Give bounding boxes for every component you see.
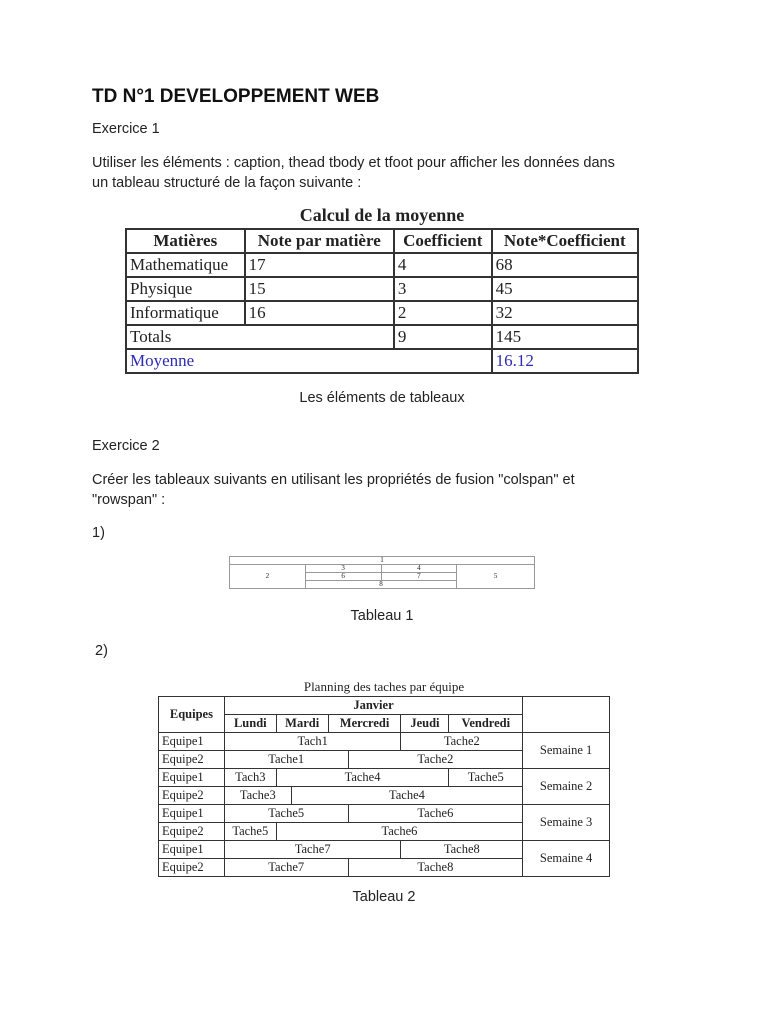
cell-note: 17 <box>245 253 394 277</box>
cell-task: Tach3 <box>224 769 276 787</box>
cell-equipe: Equipe2 <box>159 787 225 805</box>
moyenne-table-caption: Calcul de la moyenne <box>299 205 465 225</box>
cell-task: Tache4 <box>276 769 449 787</box>
cell-semaine: Semaine 4 <box>523 841 610 877</box>
table-header-row <box>126 229 638 253</box>
table-row <box>159 805 610 823</box>
header-mercredi: Mercredi <box>328 715 401 733</box>
cell-task: Tache6 <box>276 823 522 841</box>
cell-produit: 45 <box>492 277 638 301</box>
figure-caption-tableau2: Tableau 2 <box>352 889 416 905</box>
cell-coef: 4 <box>394 253 492 277</box>
cell-equipe: Equipe2 <box>159 859 225 877</box>
cell-note: 16 <box>245 301 394 325</box>
exercice1-instruction-line1: Utiliser les éléments : caption, thead tbody et tfoot pour afficher les données dans <box>92 155 615 171</box>
totals-value: 145 <box>492 325 638 349</box>
cell-task: Tache4 <box>291 787 522 805</box>
totals-label: Totals <box>126 325 394 349</box>
cell-task: Tache6 <box>348 805 523 823</box>
item-2-label: 2) <box>95 643 108 659</box>
table-row <box>126 301 638 325</box>
item-1-label: 1) <box>92 525 105 541</box>
cell-matiere: Mathematique <box>126 253 245 277</box>
cell-equipe: Equipe1 <box>159 769 225 787</box>
header-note: Note par matière <box>245 229 394 253</box>
cell-task: Tache2 <box>348 751 523 769</box>
header-matieres: Matières <box>126 229 245 253</box>
tableau1-cell-7: 7 <box>381 573 457 581</box>
cell-produit: 68 <box>492 253 638 277</box>
tableau2-planning <box>158 696 610 877</box>
tableau1-cell-6: 6 <box>305 573 381 581</box>
cell-task: Tache7 <box>224 841 401 859</box>
tableau1-cell-5: 5 <box>457 565 535 589</box>
table-row <box>126 253 638 277</box>
header-note-coefficient: Note*Coefficient <box>492 229 638 253</box>
cell-task: Tach1 <box>224 733 401 751</box>
cell-coef: 2 <box>394 301 492 325</box>
tableau1-cell-8: 8 <box>305 581 457 589</box>
exercice1-instruction-line2: un tableau structuré de la façon suivante : <box>92 175 362 191</box>
cell-task: Tache3 <box>224 787 291 805</box>
header-vendredi: Vendredi <box>449 715 523 733</box>
totals-row <box>126 325 638 349</box>
cell-semaine: Semaine 3 <box>523 805 610 841</box>
cell-task: Tache5 <box>224 823 276 841</box>
tableau1 <box>229 556 535 589</box>
tableau1-cell-2: 2 <box>230 565 306 589</box>
header-coefficient: Coefficient <box>394 229 492 253</box>
cell-matiere: Physique <box>126 277 245 301</box>
cell-task: Tache7 <box>224 859 348 877</box>
header-mardi: Mardi <box>276 715 328 733</box>
planning-table-caption: Planning des taches par équipe <box>303 679 465 694</box>
exercice2-heading: Exercice 2 <box>92 438 160 454</box>
header-equipes: Equipes <box>159 697 225 733</box>
header-jeudi: Jeudi <box>401 715 449 733</box>
header-empty <box>523 697 610 733</box>
header-janvier: Janvier <box>224 697 522 715</box>
cell-semaine: Semaine 2 <box>523 769 610 805</box>
table-row <box>159 733 610 751</box>
page-title: TD N°1 DEVELOPPEMENT WEB <box>92 86 380 107</box>
exercice1-heading: Exercice 1 <box>92 121 160 137</box>
cell-task: Tache1 <box>224 751 348 769</box>
moyenne-value: 16.12 <box>492 349 638 373</box>
table-row <box>159 841 610 859</box>
moyenne-label: Moyenne <box>126 349 492 373</box>
cell-task: Tache5 <box>449 769 523 787</box>
figure-caption-moyenne: Les éléments de tableaux <box>299 390 465 406</box>
cell-note: 15 <box>245 277 394 301</box>
figure-caption-tableau1: Tableau 1 <box>350 608 414 624</box>
cell-equipe: Equipe2 <box>159 751 225 769</box>
table-row <box>159 769 610 787</box>
cell-task: Tache2 <box>401 733 523 751</box>
header-lundi: Lundi <box>224 715 276 733</box>
tableau1-cell-3: 3 <box>305 565 381 573</box>
totals-coef: 9 <box>394 325 492 349</box>
cell-semaine: Semaine 1 <box>523 733 610 769</box>
tableau1-cell-4: 4 <box>381 565 457 573</box>
cell-task: Tache5 <box>224 805 348 823</box>
cell-matiere: Informatique <box>126 301 245 325</box>
cell-task: Tache8 <box>401 841 523 859</box>
moyenne-table <box>125 228 639 374</box>
cell-equipe: Equipe1 <box>159 733 225 751</box>
tableau1-cell-1: 1 <box>230 557 535 565</box>
cell-equipe: Equipe1 <box>159 805 225 823</box>
cell-equipe: Equipe1 <box>159 841 225 859</box>
cell-equipe: Equipe2 <box>159 823 225 841</box>
table-row <box>126 277 638 301</box>
cell-produit: 32 <box>492 301 638 325</box>
moyenne-row <box>126 349 638 373</box>
exercice2-instruction-line2: "rowspan" : <box>92 492 166 508</box>
cell-coef: 3 <box>394 277 492 301</box>
cell-task: Tache8 <box>348 859 523 877</box>
exercice2-instruction-line1: Créer les tableaux suivants en utilisant les propriétés de fusion "colspan" et <box>92 472 575 488</box>
